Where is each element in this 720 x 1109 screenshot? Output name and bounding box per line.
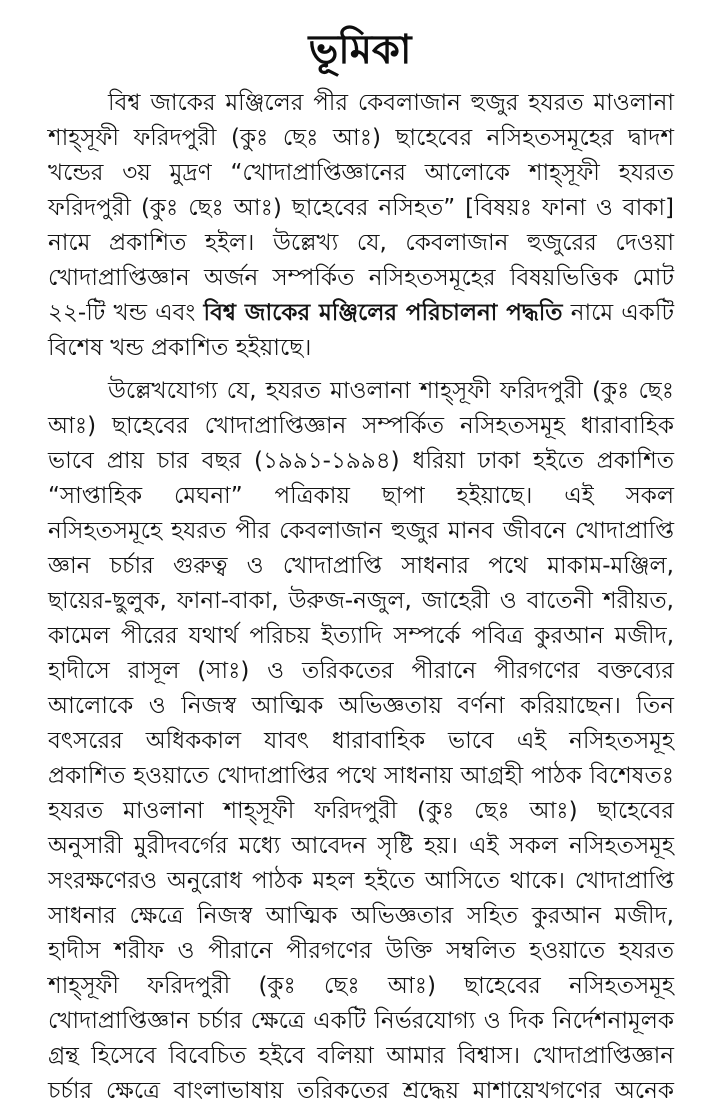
text-line: খন্ডের ৩য় মুদ্রণ “খোদাপ্রাপ্তিজ্ঞানের আলোকে শাহ্‌সূফী হযরত: [48, 160, 674, 186]
text-line: উল্লেখযোগ্য যে, হযরত মাওলানা শাহ্‌সূফী ফরিদপুরী (কুঃ ছেঃ: [108, 378, 674, 404]
text-line: বিশেষ খন্ড প্রকাশিত হইয়াছে।: [48, 335, 312, 361]
text-run: ২২-টি খন্ড এবং: [48, 300, 204, 326]
text-line: চর্চার ক্ষেত্রে বাংলাভাষায় তরিকতের শ্রদ্ধেয় মাশায়েখগণের অনেক: [48, 1078, 674, 1104]
text-line: খোদাপ্রাপ্তিজ্ঞান চর্চার ক্ষেত্রে একটি নির্ভরযোগ্য ও দিক নির্দেশনামূলক: [48, 1008, 674, 1034]
text-line: হাদীসে রাসূল (সাঃ) ও তরিকতের পীরানে পীরগণের বক্তব্যের: [48, 658, 674, 684]
paragraph-gap: [48, 366, 674, 374]
text-line: সাধনার ক্ষেত্রে নিজস্ব আত্মিক অভিজ্ঞতার সহিত কুরআন মজীদ,: [48, 903, 674, 929]
paragraph-2: [48, 374, 674, 1109]
bold-book-title: বিশ্ব জাকের মঞ্জিলের পরিচালনা পদ্ধতি: [203, 300, 563, 326]
text-line: আলোকে ও নিজস্ব আত্মিক অভিজ্ঞতায় বর্ণনা করিয়াছেন। তিন: [48, 693, 674, 719]
text-line: সংরক্ষণেরও অনুরোধ পাঠক মহল হইতে আসিতে থাকে। খোদাপ্রাপ্তি: [48, 868, 674, 894]
text-line: কামেল পীরের যথার্থ পরিচয় ইত্যাদি সম্পর্কে পবিত্র কুরআন মজীদ,: [48, 623, 674, 649]
text-line: ফরিদপুরী (কুঃ ছেঃ আঃ) ছাহেবের নসিহত” [বিষয়ঃ ফানা ও বাকা]: [48, 195, 674, 221]
paragraph-1: [48, 86, 674, 366]
text-line: হাদীস শরীফ ও পীরানে পীরগণের উক্তি সম্বলিত হওয়াতে হযরত: [48, 938, 674, 964]
text-line: জ্ঞান চর্চার গুরুত্ব ও খোদাপ্রাপ্তি সাধনার পথে মাকাম-মঞ্জিল,: [48, 553, 674, 579]
text-line: ভাবে প্রায় চার বছর (১৯৯১-১৯৯৪) ধরিয়া ঢাকা হইতে প্রকাশিত: [48, 448, 674, 474]
text-line-with-bold: [48, 296, 674, 331]
text-run: নামে একটি: [562, 300, 675, 326]
text-line: বৎসরের অধিককাল যাবৎ ধারাবাহিক ভাবে এই নসিহতসমূহ: [48, 728, 674, 754]
text-line: আঃ) ছাহেবের খোদাপ্রাপ্তিজ্ঞান সম্পর্কিত নসিহতসমূহ ধারাবাহিক: [48, 413, 674, 439]
page-title: ভূমিকা: [308, 27, 412, 73]
text-line: “সাপ্তাহিক মেঘনা” পত্রিকায় ছাপা হইয়াছে। এই সকল: [48, 483, 674, 509]
text-line: শাহ্‌সূফী ফরিদপুরী (কুঃ ছেঃ আঃ) ছাহেবের নসিহতসমূহের দ্বাদশ: [48, 125, 674, 151]
text-line: ছায়ের-ছুলুক, ফানা-বাকা, উরুজ-নজুল, জাহেরী ও বাতেনী শরীয়ত,: [48, 588, 674, 614]
text-line: শাহ্‌সূফী ফরিদপুরী (কুঃ ছেঃ আঃ) ছাহেবের নসিহতসমূহ: [48, 973, 674, 999]
text-line: নামে প্রকাশিত হইল। উল্লেখ্য যে, কেবলাজান হুজুরের দেওয়া: [48, 230, 674, 256]
document-body: [48, 86, 674, 1109]
text-line: নসিহতসমূহে হযরত পীর কেবলাজান হুজুর মানব জীবনে খোদাপ্রাপ্তি: [48, 518, 674, 544]
text-line: হযরত মাওলানা শাহ্‌সূফী ফরিদপুরী (কুঃ ছেঃ আঃ) ছাহেবের: [48, 798, 674, 824]
text-line: বিশ্ব জাকের মঞ্জিলের পীর কেবলাজান হুজুর হযরত মাওলানা: [108, 90, 674, 116]
text-line: খোদাপ্রাপ্তিজ্ঞান অর্জন সম্পর্কিত নসিহতসমূহের বিষয়ভিত্তিক মোট: [48, 265, 674, 291]
text-line: গ্রন্থ হিসেবে বিবেচিত হইবে বলিয়া আমার বিশ্বাস। খোদাপ্রাপ্তিজ্ঞান: [48, 1043, 674, 1069]
text-line: প্রকাশিত হওয়াতে খোদাপ্রাপ্তির পথে সাধনায় আগ্রহী পাঠক বিশেষতঃ: [48, 763, 674, 789]
text-line: অনুসারী মুরীদবর্গের মধ্যে আবেদন সৃষ্টি হয়। এই সকল নসিহতসমূহ: [48, 833, 674, 859]
